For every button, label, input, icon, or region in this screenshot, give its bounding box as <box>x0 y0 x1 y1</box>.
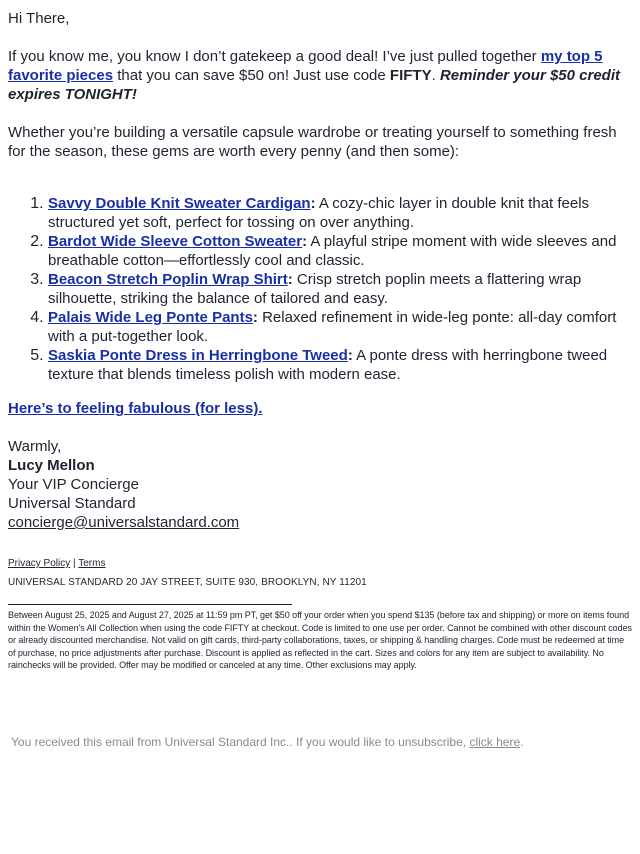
intro-paragraph <box>8 47 632 104</box>
unsubscribe-notice <box>8 735 632 749</box>
pick-link-cardigan[interactable]: Savvy Double Knit Sweater Cardigan <box>48 195 311 212</box>
signoff: Warmly, <box>8 438 62 455</box>
unsubscribe-text: You received this email from Universal Standard Inc.. If you would like to unsubscribe, <box>11 734 470 749</box>
intro-text-dot: . <box>431 67 440 84</box>
legal-separator: | <box>70 558 79 569</box>
pick-desc: Relaxed refinement in wide-leg ponte: all-day comfort with a put-together look. <box>48 309 617 345</box>
list-item: 5. Saskia Ponte Dress in Herringbone Tweed: A ponte dress with herringbone tweed texture that blends timeless polish with modern ease. <box>48 346 632 384</box>
privacy-policy-link[interactable]: Privacy Policy <box>8 558 71 569</box>
fine-print: Between August 25, 2025 and August 27, 2025 at 11:59 pm PT, get $50 off your order when you spend $135 (before tax and shipping) or more on items found within the Women's All Collection when using the code FIFTY at checkout. Code is limited to one use per order. Cannot be combined with other discount codes or already discounted merchandise. Not valid on gift cards, third-party collaborations, taxes, or shipping & handling charges. Code must be redeemed at time of purchase, no price adjustments after purchase. Discount is applied as reflected in the cart. Sizes and colors for any item are subject to availability. No rainchecks will be provided. Offer may be modified or canceled at any time. Other exclusions may apply. <box>8 610 632 671</box>
pick-desc: A ponte dress with herringbone tweed texture that blends timeless polish with modern ease. <box>48 347 608 383</box>
terms-link[interactable]: Terms <box>78 558 106 569</box>
picks-list <box>8 194 632 384</box>
pick-link-bardot-sweater[interactable]: Bardot Wide Sleeve Cotton Sweater <box>48 233 303 250</box>
intro-text-mid: that you can save $50 on! Just use code <box>113 67 390 84</box>
list-item: 1. Savvy Double Knit Sweater Cardigan: A cozy-chic layer in double knit that feels structured yet soft, perfect for tossing on over anything. <box>48 194 632 232</box>
greeting: Hi There, <box>8 10 70 27</box>
lead-paragraph: Whether you’re building a versatile capsule wardrobe or treating yourself to something fresh for the season, these gems are worth every penny (and then some): <box>8 124 617 160</box>
company-address: UNIVERSAL STANDARD 20 JAY STREET, SUITE 930, BROOKLYN, NY 11201 <box>8 577 367 588</box>
list-item: 4. Palais Wide Leg Ponte Pants: Relaxed refinement in wide-leg ponte: all-day comfort with a put-together look. <box>48 308 632 346</box>
pick-link-wrap-shirt[interactable]: Beacon Stretch Poplin Wrap Shirt <box>48 271 288 288</box>
sender-name: Lucy Mellon <box>8 457 95 474</box>
pick-desc: A playful stripe moment with wide sleeves and breathable cotton—effortlessly cool and classic. <box>48 233 617 269</box>
list-item: 2. Bardot Wide Sleeve Cotton Sweater: A playful stripe moment with wide sleeves and breathable cotton—effortlessly cool and classic. <box>48 232 632 270</box>
intro-text-pre: If you know me, you know I don’t gatekeep a good deal! I’ve just pulled together <box>8 48 541 65</box>
list-item: 3. Beacon Stretch Poplin Wrap Shirt: Crisp stretch poplin meets a flattering wrap silhouette, striking the balance of tailored and easy. <box>48 270 632 308</box>
promo-code: FIFTY <box>389 67 432 84</box>
reminder-text: Reminder your $50 credit expires TONIGHT! <box>8 67 621 103</box>
pick-link-ponte-pants[interactable]: Palais Wide Leg Ponte Pants <box>48 309 253 326</box>
pick-desc: Crisp stretch poplin meets a flattering wrap silhouette, striking the balance of tailored and easy. <box>48 271 582 307</box>
sender-title: Your VIP Concierge <box>8 476 139 493</box>
unsubscribe-end: . <box>520 734 524 749</box>
top-five-link[interactable]: my top 5 favorite pieces <box>8 48 603 84</box>
legal-links <box>8 557 632 570</box>
company-name: Universal Standard <box>8 495 136 512</box>
pick-desc: A cozy-chic layer in double knit that feels structured yet soft, perfect for tossing on over anything. <box>48 195 590 231</box>
pick-link-ponte-dress[interactable]: Saskia Ponte Dress in Herringbone Tweed <box>48 347 348 364</box>
feel-fabulous-link[interactable]: Here’s to feeling fabulous (for less). <box>8 400 263 417</box>
unsubscribe-link[interactable]: click here <box>469 734 521 749</box>
divider <box>8 604 292 605</box>
concierge-email-link[interactable]: concierge@universalstandard.com <box>8 514 240 531</box>
